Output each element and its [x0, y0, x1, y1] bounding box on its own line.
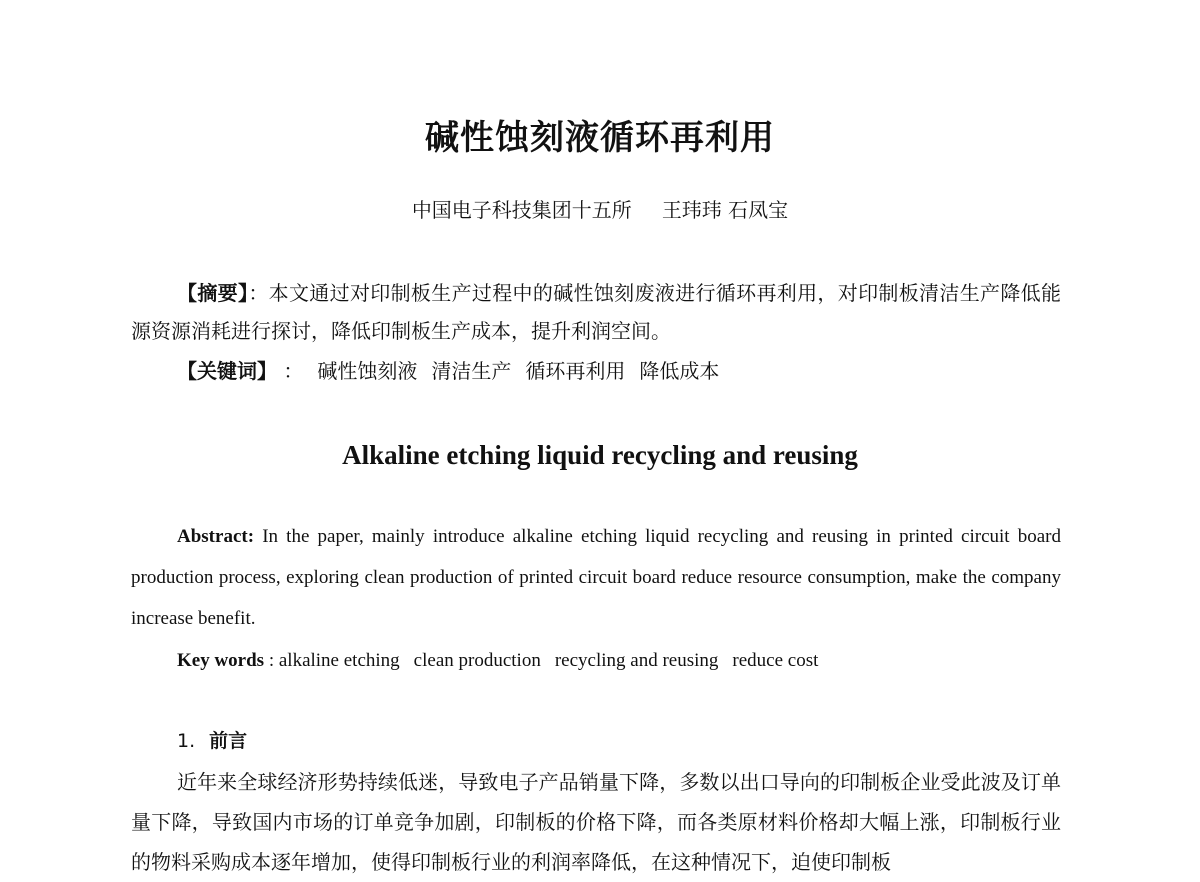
- english-keywords-label: Key words: [177, 650, 265, 671]
- english-abstract-label: Abstract:: [177, 526, 255, 547]
- chinese-keywords: [177, 352, 1061, 390]
- body-paragraph: 近年来全球经济形势持续低迷，导致电子产品销量下降，多数以出口导向的印制板企业受此波及订单量下降，导致国内市场的订单竞争加剧，印制板的价格下降，而各类原材料价格却大幅上涨，印制板行业的物料采购成本逐年增加，使得印制板行业的利润率降低，在这种情况下，迫使印制板: [131, 770, 1061, 874]
- chinese-keyword: 碱性蚀刻液: [317, 359, 418, 383]
- english-keyword: clean production: [413, 650, 541, 671]
- chinese-abstract: [131, 274, 1061, 350]
- chinese-keywords-label: 【关键词】: [177, 359, 277, 383]
- author-affiliation: 中国电子科技集团十五所: [411, 198, 632, 222]
- section-title: 前言: [209, 730, 248, 752]
- chinese-keyword: 降低成本: [639, 359, 720, 383]
- chinese-keyword: 循环再利用: [525, 359, 626, 383]
- english-keyword: reduce cost: [732, 650, 819, 671]
- chinese-abstract-label: 【摘要】: [177, 281, 249, 305]
- english-keywords: [177, 640, 1061, 681]
- chinese-keywords-separator: ：: [277, 359, 304, 383]
- chinese-title: 碱性蚀刻液循环再利用: [425, 118, 775, 158]
- english-keyword: recycling and reusing: [554, 650, 719, 671]
- section-number: 1.: [177, 730, 196, 752]
- section-heading: [177, 726, 247, 753]
- author-line: [0, 194, 1200, 223]
- english-keyword: alkaline etching: [278, 650, 400, 671]
- english-title: Alkaline etching liquid recycling and reusing: [342, 440, 858, 470]
- author-names: 王玮玮 石凤宝: [661, 198, 789, 222]
- english-abstract: [131, 516, 1061, 639]
- english-abstract-text: In the paper, mainly introduce alkaline etching liquid recycling and reusing in printed circuit board production process, exploring clean production of printed circuit board reduce resource consumption, make the company increase benefit.: [131, 526, 1061, 629]
- chinese-keyword: 清洁生产: [431, 359, 512, 383]
- english-keywords-separator: :: [264, 650, 279, 671]
- chinese-abstract-text: ：本文通过对印制板生产过程中的碱性蚀刻废液进行循环再利用，对印制板清洁生产降低能源资源消耗进行探讨，降低印制板生产成本，提升利润空间。: [131, 281, 1062, 343]
